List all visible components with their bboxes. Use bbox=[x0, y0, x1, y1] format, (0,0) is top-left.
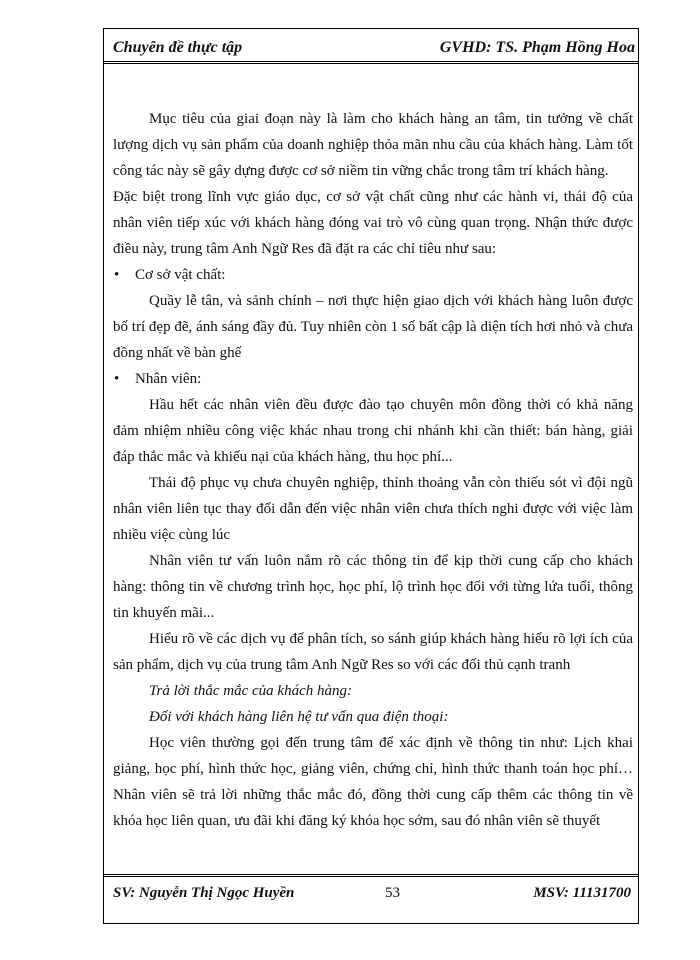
document-body bbox=[113, 106, 633, 834]
bullet-facilities-label: Cơ sở vật chất: bbox=[135, 267, 226, 283]
paragraph-staff-training: Hầu hết các nhân viên đều được đào tạo chuyên môn đồng thời có khả năng đảm nhiệm nhiều công việc khác nhau trong chi nhánh khi cần thiết: bán hàng, giải đáp thắc mắc và khiếu nại của khách hàng, thu học phí... bbox=[113, 397, 633, 465]
bullet-icon: • bbox=[114, 267, 120, 283]
page-header bbox=[103, 32, 639, 64]
paragraph-education: Đặc biệt trong lĩnh vực giáo dục, cơ sở vật chất cũng như các hành vi, thái độ của nhân viên tiếp xúc với khách hàng đóng vai trò vô cùng quan trọng. Nhận thức được điều này, trung tâm Anh Ngữ Res đã đặt ra các chỉ tiêu như sau: bbox=[113, 189, 633, 257]
paragraph-service-knowledge: Hiểu rõ về các dịch vụ để phân tích, so sánh giúp khách hàng hiểu rõ lợi ích của sản phẩm, dịch vụ của trung tâm Anh Ngữ Res so với các đối thủ cạnh tranh bbox=[113, 631, 633, 673]
footer-student-id: MSV: 11131700 bbox=[533, 885, 631, 901]
header-advisor: GVHD: TS. Phạm Hồng Hoa bbox=[439, 39, 635, 56]
paragraph-goal: Mục tiêu của giai đoạn này là làm cho khách hàng an tâm, tin tưởng về chất lượng dịch vụ sản phẩm của doanh nghiệp thỏa mãn nhu cầu của khách hàng. Làm tốt công tác này sẽ gây dựng được cơ sở niềm tin vững chắc trong tâm trí khách hàng. bbox=[113, 111, 633, 179]
heading-phone-consulting: Đối với khách hàng liên hệ tư vấn qua điện thoại: bbox=[149, 709, 449, 725]
page-number: 53 bbox=[385, 885, 400, 901]
bullet-facilities bbox=[113, 262, 633, 288]
bullet-icon: • bbox=[114, 371, 120, 387]
heading-answer-questions: Trả lời thắc mắc của khách hàng: bbox=[149, 683, 352, 699]
footer-student-name: SV: Nguyễn Thị Ngọc Huyền bbox=[113, 885, 295, 901]
paragraph-service-attitude: Thái độ phục vụ chưa chuyên nghiệp, thỉnh thoảng vẫn còn thiếu sót vì đội ngũ nhân viên liên tục thay đổi dẫn đến việc nhân viên chưa thích nghi được với việc làm nhiều việc cùng lúc bbox=[113, 475, 633, 543]
paragraph-reception: Quầy lễ tân, và sảnh chính – nơi thực hiện giao dịch với khách hàng luôn được bố trí đẹp đẽ, ánh sáng đầy đủ. Tuy nhiên còn 1 số bất cập là diện tích hơi nhỏ và chưa đồng nhất về bàn ghế bbox=[113, 293, 633, 361]
bullet-staff-label: Nhân viên: bbox=[135, 371, 202, 387]
paragraph-phone-calls: Học viên thường gọi đến trung tâm để xác định về thông tin như: Lịch khai giảng, học phí, hình thức học, giảng viên, chứng chỉ, hình thức thanh toán học phí… Nhân viên sẽ trả lời những thắc mắc đó, đồng thời cung cấp thêm các thông tin về khóa học liên quan, ưu đãi khi đăng ký khóa học sớm, sau đó nhân viên sẽ thuyết bbox=[113, 735, 633, 829]
bullet-staff bbox=[113, 366, 633, 392]
page-footer bbox=[103, 874, 639, 910]
header-title: Chuyên đề thực tập bbox=[113, 39, 243, 56]
paragraph-consultants: Nhân viên tư vấn luôn nắm rõ các thông tin để kịp thời cung cấp cho khách hàng: thông tin về chương trình học, học phí, lộ trình học đối với từng lứa tuổi, thông tin khuyến mãi... bbox=[113, 553, 633, 621]
